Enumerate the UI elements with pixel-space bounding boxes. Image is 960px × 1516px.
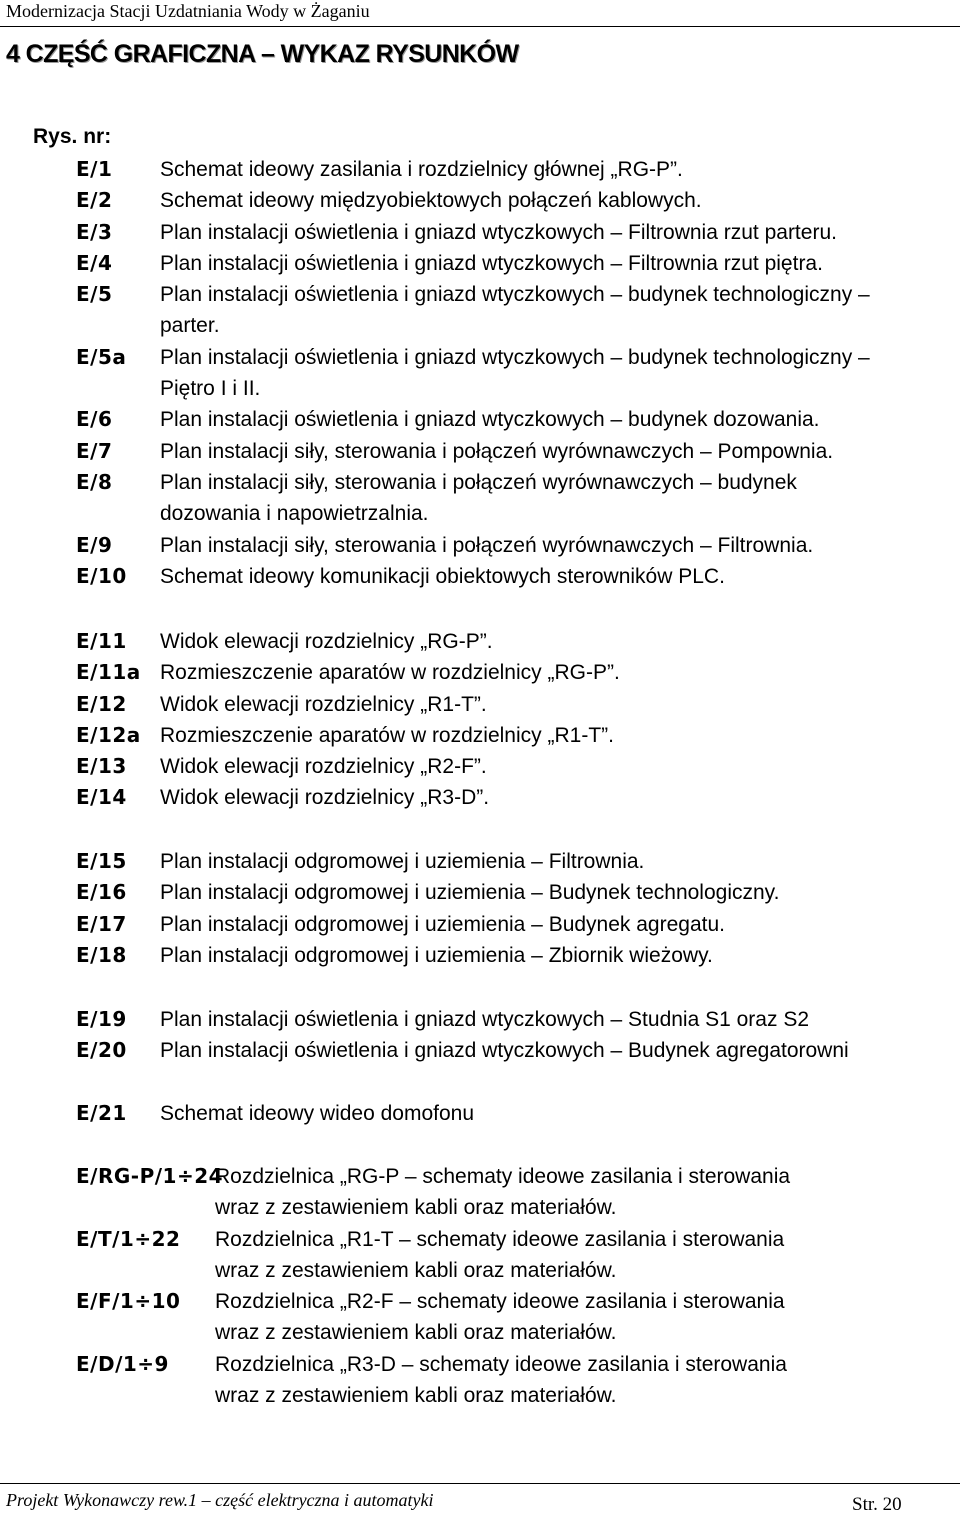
drawing-code: E/3 [76,219,113,244]
drawing-code: E/11 [76,629,127,653]
list-item [76,782,956,813]
list-item [76,909,956,940]
drawing-title: Plan instalacji oświetlenia i gniazd wtyczkowych – budynek dozowania. [160,408,820,432]
drawing-title: Plan instalacji siły, sterowania i połączeń wyrównawczych – Filtrownia. [160,533,814,557]
drawing-title: Schemat ideowy wideo domofonu [160,1102,475,1125]
drawing-title: Plan instalacji oświetlenia i gniazd wtyczkowych – budynek technologiczny – [160,283,870,307]
list-item-continuation [76,498,956,529]
drawing-title: Plan instalacji oświetlenia i gniazd wtyczkowych – Budynek agregatorowni [160,1039,849,1063]
list-item [76,657,956,688]
drawing-code: E/D/1÷9 [76,1351,169,1376]
drawing-code: E/7 [76,438,113,463]
drawing-code: E/1 [76,157,113,181]
drawing-code: E/5 [76,282,113,307]
drawing-list-group-6 [76,1161,956,1411]
drawing-title: Schemat ideowy zasilania i rozdzielnicy głównej „RG-P”. [160,158,683,181]
drawing-title: Rozdzielnica „R2-F – schematy ideowe zasilania i sterowania [215,1290,785,1314]
drawing-code: E/5a [76,344,127,369]
list-item [76,1161,956,1192]
list-item [76,217,956,248]
drawing-code: E/14 [76,785,127,810]
list-item [76,279,956,310]
drawing-title-continuation: dozowania i napowietrzalnia. [160,502,429,526]
page-number: Str. 20 [852,1494,902,1515]
drawing-title: Rozdzielnica „RG-P – schematy ideowe zasilania i sterowania [215,1165,791,1188]
drawing-title-continuation: wraz z zestawieniem kabli oraz materiałów. [215,1196,617,1220]
list-item [76,436,956,467]
footer-project-label: Projekt Wykonawczy rew.1 – część elektryczna i automatyki [6,1490,434,1510]
drawing-code: E/20 [76,1038,127,1063]
drawing-title: Widok elewacji rozdzielnicy „RG-P”. [160,630,493,653]
list-item-continuation [76,373,956,404]
list-item [76,467,956,498]
drawing-title: Widok elewacji rozdzielnicy „R1-T”. [160,692,487,716]
list-item [76,248,956,279]
drawing-title: Schemat ideowy komunikacji obiektowych sterowników PLC. [160,564,725,588]
drawing-code: E/17 [76,911,127,936]
drawing-list-group-3 [76,846,956,971]
drawing-code: E/9 [76,532,113,557]
drawing-code: E/2 [76,188,113,213]
drawing-number-label: Rys. nr: [33,125,112,148]
drawing-title: Plan instalacji oświetlenia i gniazd wtyczkowych – Filtrownia rzut piętra. [160,251,823,275]
drawing-code: E/16 [76,880,127,905]
section-title: 4 CZĘŚĆ GRAFICZNA – WYKAZ RYSUNKÓW [6,40,519,68]
list-item-continuation [76,1192,956,1223]
list-item-continuation [76,310,956,341]
drawing-code: E/RG-P/1÷24 [76,1164,224,1188]
drawing-code: E/11a [76,660,141,685]
drawing-title-continuation: Piętro I i II. [160,377,261,401]
list-item [76,720,956,751]
drawing-code: E/8 [76,469,113,494]
list-item [76,877,956,908]
list-item [76,846,956,877]
list-item [76,185,956,216]
list-item [76,1286,956,1317]
drawing-title: Plan instalacji siły, sterowania i połączeń wyrównawczych – budynek [160,470,797,494]
drawing-code: E/13 [76,754,127,779]
drawing-code: E/F/1÷10 [76,1289,181,1314]
list-item-continuation [76,1317,956,1348]
drawing-code: E/12 [76,691,127,716]
footer-rule [0,1483,960,1484]
drawing-code: E/18 [76,942,127,967]
drawing-list-group-2 [76,626,956,814]
drawing-code: E/4 [76,250,113,275]
drawing-list-group-5 [76,1098,956,1129]
drawing-title: Plan instalacji oświetlenia i gniazd wtyczkowych – Studnia S1 oraz S2 [160,1008,810,1031]
drawing-code: E/10 [76,563,127,588]
drawing-title-continuation: wraz z zestawieniem kabli oraz materiałów. [215,1384,617,1408]
document-header: Modernizacja Stacji Uzdatniania Wody w Żaganiu [6,1,370,21]
drawing-title: Rozdzielnica „R3-D – schematy ideowe zasilania i sterowania [215,1352,787,1376]
list-item [76,751,956,782]
drawing-title: Widok elewacji rozdzielnicy „R2-F”. [160,755,487,779]
drawing-code: E/6 [76,407,113,432]
drawing-title-continuation: parter. [160,314,220,338]
drawing-code: E/19 [76,1007,127,1031]
list-item [76,689,956,720]
drawing-title: Plan instalacji odgromowej i uziemienia – Budynek agregatu. [160,912,725,936]
drawing-title: Rozdzielnica „R1-T – schematy ideowe zasilania i sterowania [215,1227,785,1251]
drawing-title: Plan instalacji odgromowej i uziemienia – Zbiornik wieżowy. [160,943,713,967]
drawing-title: Plan instalacji odgromowej i uziemienia – Budynek technologiczny. [160,881,780,905]
drawing-code: E/T/1÷22 [76,1226,181,1251]
drawing-title: Plan instalacji odgromowej i uziemienia – Filtrownia. [160,850,645,873]
list-item [76,154,956,185]
drawing-code: E/15 [76,849,127,873]
drawing-list-group-4 [76,1004,956,1067]
list-item-continuation [76,1255,956,1286]
list-item [76,1098,956,1129]
list-item [76,530,956,561]
list-item [76,940,956,971]
drawing-title: Plan instalacji oświetlenia i gniazd wtyczkowych – budynek technologiczny – [160,345,870,369]
drawing-list-group-1 [76,154,956,592]
list-item-continuation [76,1380,956,1411]
list-item [76,342,956,373]
header-rule [0,26,960,27]
list-item [76,404,956,435]
drawing-code: E/21 [76,1101,127,1125]
list-item [76,1035,956,1066]
list-item [76,1224,956,1255]
drawing-code: E/12a [76,722,141,747]
drawing-title: Rozmieszczenie aparatów w rozdzielnicy „RG-P”. [160,661,620,685]
list-item [76,1004,956,1035]
drawing-title: Widok elewacji rozdzielnicy „R3-D”. [160,786,490,810]
list-item [76,561,956,592]
drawing-title: Plan instalacji oświetlenia i gniazd wtyczkowych – Filtrownia rzut parteru. [160,220,837,244]
list-item [76,1349,956,1380]
drawing-title: Plan instalacji siły, sterowania i połączeń wyrównawczych – Pompownia. [160,439,834,463]
drawing-title-continuation: wraz z zestawieniem kabli oraz materiałów. [215,1258,617,1282]
drawing-title: Schemat ideowy międzyobiektowych połączeń kablowych. [160,189,702,213]
list-item [76,626,956,657]
drawing-title: Rozmieszczenie aparatów w rozdzielnicy „R1-T”. [160,723,614,747]
drawing-title-continuation: wraz z zestawieniem kabli oraz materiałów. [215,1321,617,1345]
